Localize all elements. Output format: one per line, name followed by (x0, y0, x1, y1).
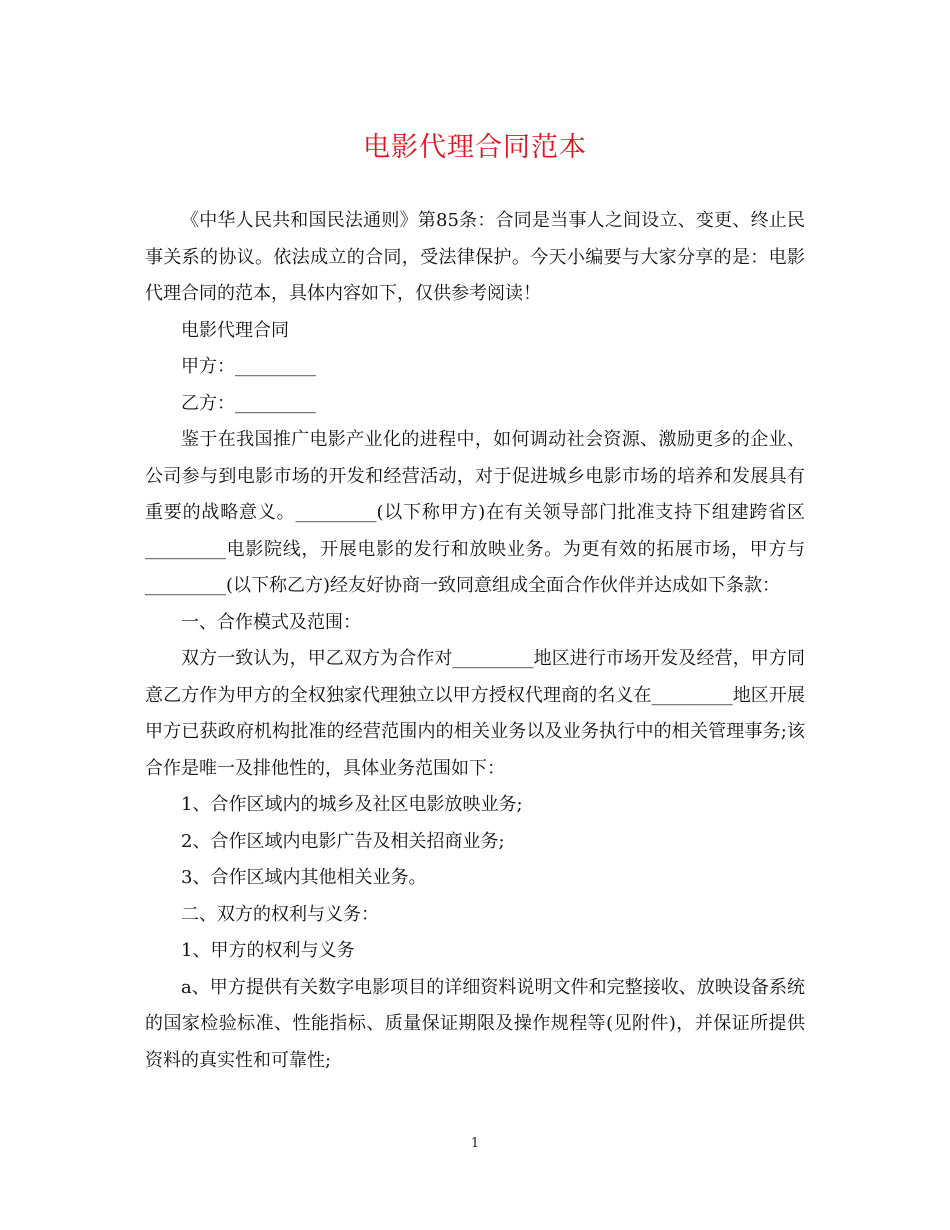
paragraph-intro: 《中华人民共和国民法通则》第85条：合同是当事人之间设立、变更、终止民事关系的协议。依法成立的合同，受法律保护。今天小编要与大家分享的是：电影代理合同的范本，具体内容如下，仅供参考阅读！ (145, 210, 805, 304)
paragraph-party-b: 乙方：_________ (181, 392, 316, 414)
section-heading-cooperation: 一、合作模式及范围： (181, 611, 361, 633)
document-body (145, 203, 805, 1079)
paragraph-party-a-duty-a: a、甲方提供有关数字电影项目的详细资料说明文件和完整接收、放映设备系统的国家检验标准、性能指标、质量保证期限及操作规程等(见附件)，并保证所提供资料的真实性和可靠性; (145, 976, 805, 1071)
list-item-scope-1: 1、合作区域内的城乡及社区电影放映业务; (181, 794, 523, 815)
paragraph-party-a: 甲方：_________ (181, 356, 316, 377)
list-item-scope-2: 2、合作区域内电影广告及相关招商业务; (181, 830, 505, 852)
section-heading-rights: 二、双方的权利与义务： (181, 903, 379, 925)
page-number: 1 (470, 1136, 480, 1151)
paragraph-cooperation: 双方一致认为，甲乙双方为合作对_________地区进行市场开发及经营，甲方同意乙方作为甲方的全权独家代理独立以甲方授权代理商的名义在_________地区开展甲方已获政府机构批准的经营范围内的相关业务以及业务执行中的相关管理事务;该合作是唯一及排他性的，具体业务范围如下： (145, 648, 805, 779)
subsection-heading-party-a: 1、甲方的权利与义务 (181, 940, 355, 961)
document-title: 电影代理合同范本 (363, 132, 587, 163)
paragraph-contract-heading: 电影代理合同 (181, 319, 289, 341)
list-item-scope-3: 3、合作区域内其他相关业务。 (181, 867, 427, 888)
paragraph-preamble: 鉴于在我国推广电影产业化的进程中，如何调动社会资源、激励更多的企业、公司参与到电影市场的开发和经营活动，对于促进城乡电影市场的培养和发展具有重要的战略意义。_________(以下称甲方)在有关领导部门批准支持下组建跨省区_________电影院线，开展电影的发行和放映业务。为更有效的拓展市场，甲方与_________(以下称乙方)经友好协商一致同意组成全面合作伙伴并达成如下条款： (145, 429, 805, 596)
